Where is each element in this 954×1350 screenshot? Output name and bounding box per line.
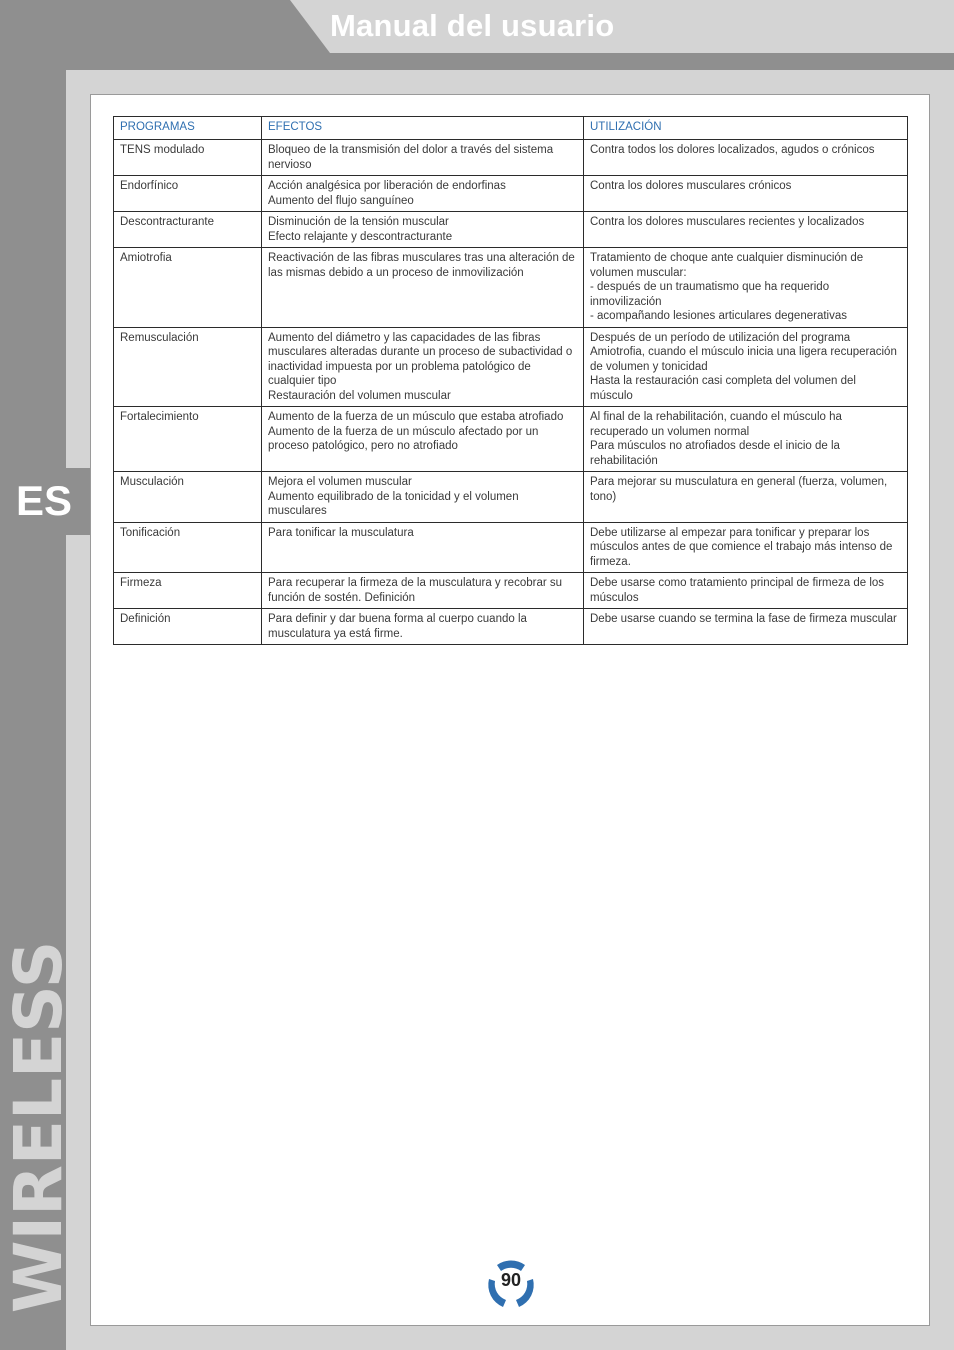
usage-line: Contra los dolores musculares crónicos [590,180,792,192]
table-row [114,212,908,248]
usage-cell [584,140,908,176]
effects-cell [262,522,584,573]
effects-line: Acción analgésica por liberación de endorfinas [268,180,506,192]
table-row [114,407,908,472]
table-header-row [114,117,908,140]
effects-line: Aumento del diámetro y las capacidades de las fibras musculares alteradas durante un proceso de subactividad o inactividad impuesta por un problema patológico de cualquier tipo [268,331,573,387]
effects-line: Aumento de la fuerza de un músculo que estaba atrofiado [268,411,564,423]
table-row [114,176,908,212]
effects-cell [262,472,584,523]
usage-cell [584,248,908,328]
usage-line: Debe usarse cuando se termina la fase de firmeza muscular [590,613,897,625]
usage-cell [584,407,908,472]
column-header-programs: PROGRAMAS [114,117,262,140]
table-row [114,248,908,328]
usage-line: Tratamiento de choque ante cualquier disminución de volumen muscular: [590,252,864,279]
usage-line: Para músculos no atrofiados desde el inicio de la rehabilitación [590,440,840,467]
brand-vertical [0,922,77,1332]
brand-text: WIRELESS [0,940,77,1314]
effects-line: Restauración del volumen muscular [268,389,451,402]
table-row [114,472,908,523]
usage-line: Debe usarse como tratamiento principal de firmeza de los músculos [590,577,885,604]
program-cell: Descontracturante [114,212,262,248]
effects-line: Efecto relajante y descontracturante [268,230,453,243]
usage-line: Al final de la rehabilitación, cuando el músculo ha recuperado un volumen normal [590,411,842,438]
program-cell: Fortalecimiento [114,407,262,472]
effects-cell [262,327,584,407]
table-row [114,140,908,176]
programs-table [113,116,908,645]
effects-line: Para tonificar la musculatura [268,526,414,539]
page-title: Manual del usuario [330,8,615,43]
usage-cell [584,522,908,573]
language-tab-label: ES [16,477,73,524]
usage-cell [584,609,908,645]
effects-line: Aumento de la fuerza de un músculo afectado por un proceso patológico, pero no atrofiado [268,425,539,452]
program-cell: Firmeza [114,573,262,609]
effects-line: Aumento equilibrado de la tonicidad y el volumen musculares [268,490,519,517]
usage-line: Hasta la restauración casi completa del volumen del músculo [590,375,856,402]
effects-cell [262,248,584,328]
effects-cell [262,609,584,645]
effects-line: Mejora el volumen muscular [268,476,412,488]
usage-line: Contra los dolores musculares recientes y localizados [590,216,865,228]
usage-cell [584,212,908,248]
program-cell: TENS modulado [114,140,262,176]
program-cell: Tonificación [114,522,262,573]
usage-cell [584,327,908,407]
program-cell: Musculación [114,472,262,523]
usage-line: Para mejorar su musculatura en general (fuerza, volumen, tono) [590,476,888,503]
usage-cell [584,176,908,212]
effects-cell [262,212,584,248]
program-cell: Remusculación [114,327,262,407]
effects-cell [262,140,584,176]
usage-line: Contra todos los dolores localizados, agudos o crónicos [590,144,875,156]
column-header-effects: EFECTOS [262,117,584,140]
table-row [114,327,908,407]
header-underline-band [66,53,954,70]
program-cell: Amiotrofia [114,248,262,328]
usage-line: Después de un período de utilización del programa Amiotrofia, cuando el músculo inicia una ligera recuperación de volumen y tonicidad [590,331,897,373]
effects-line: Reactivación de las fibras musculares tras una alteración de las mismas debido a un proceso de inmovilización [268,252,575,279]
table-row [114,522,908,573]
usage-line: - acompañando lesiones articulares degenerativas [590,310,847,322]
effects-line: Disminución de la tensión muscular [268,216,449,228]
usage-line: - después de un traumatismo que ha requerido inmovilización [590,281,830,308]
program-cell: Definición [114,609,262,645]
table-row [114,609,908,645]
effects-line: Bloqueo de la transmisión del dolor a través del sistema nervioso [268,144,554,171]
table-row [114,573,908,609]
effects-line: Aumento del flujo sanguíneo [268,194,414,207]
usage-line: Debe utilizarse al empezar para tonificar y preparar los músculos antes de que comience el trabajo más intenso de firmeza. [590,526,893,568]
page-number: 90 [500,1270,522,1290]
usage-cell [584,472,908,523]
effects-cell [262,573,584,609]
effects-line: Para definir y dar buena forma al cuerpo cuando la musculatura ya está firme. [268,613,527,640]
column-header-usage: UTILIZACIÓN [584,117,908,140]
effects-line: Para recuperar la firmeza de la musculatura y recobrar su función de sostén. Definición [268,577,563,604]
usage-cell [584,573,908,609]
effects-cell [262,176,584,212]
program-cell: Endorfínico [114,176,262,212]
effects-cell [262,407,584,472]
